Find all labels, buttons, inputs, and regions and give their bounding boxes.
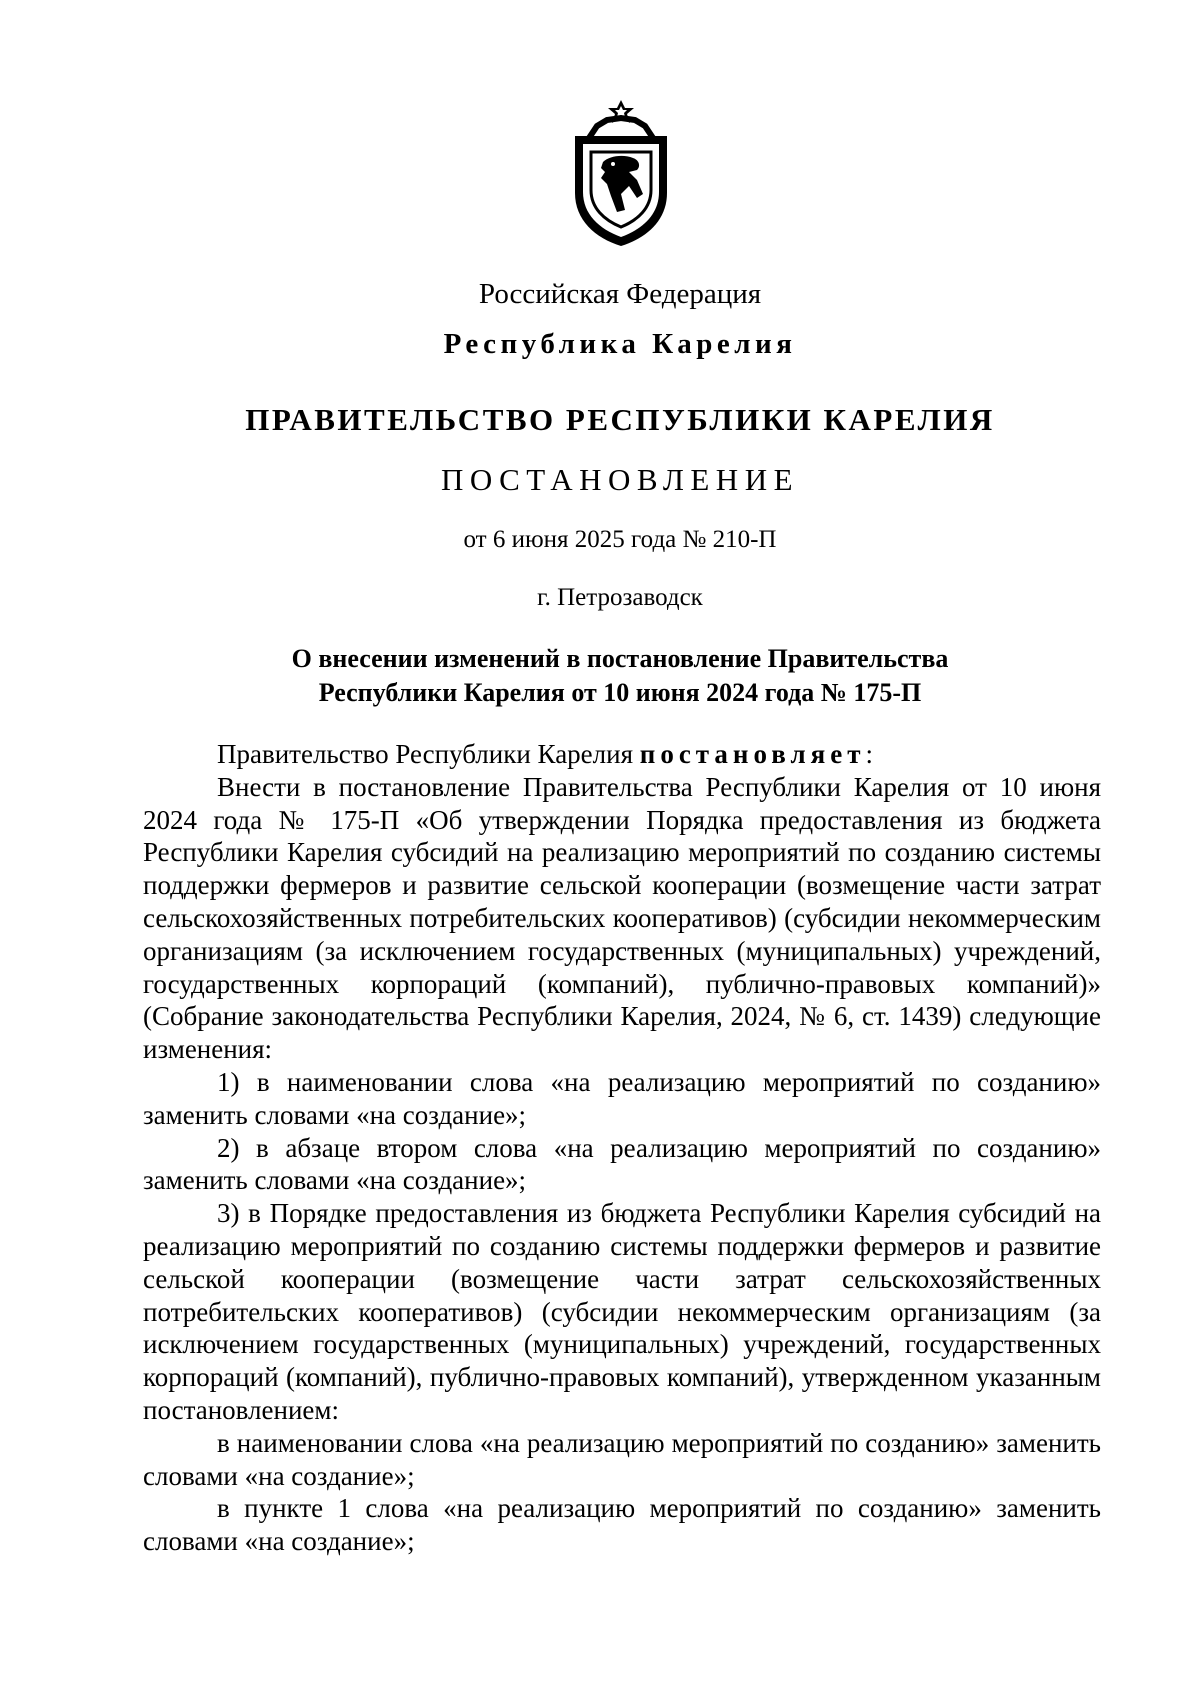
preamble-paragraph — [143, 738, 1101, 771]
document-body — [143, 738, 1101, 1558]
body-paragraph-4: 3) в Порядке предоставления из бюджета Республики Карелия субсидий на реализацию мероприятий по созданию системы поддержки фермеров и развитие сельской кооперации (возмещение части затрат сельскохозяйственных потребительских кооперативов) (субсидии некоммерческим организациям (за исключением государственных (муниципальных) учреждений, государственных корпораций (компаний), публично-правовых компаний), утвержденном указанным постановлением: — [143, 1198, 1101, 1425]
karelia-coat-of-arms-icon — [567, 98, 675, 248]
subject-line-1: О внесении изменений в постановление Правительства — [291, 644, 949, 673]
body-paragraph-6: в пункте 1 слова «на реализацию мероприятий по созданию» заменить словами «на создание»; — [143, 1493, 1101, 1557]
preamble-suffix: : — [865, 739, 874, 769]
body-paragraph-3: 2) в абзаце втором слова «на реализацию мероприятий по созданию» заменить словами «на создание»; — [143, 1132, 1101, 1196]
body-paragraph-1: Внести в постановление Правительства Республики Карелия от 10 июня 2024 года № 175-П «Об утверждении Порядка предоставления из бюджета Республики Карелия субсидий на реализацию мероприятий по созданию системы поддержки фермеров и развитие сельской кооперации (возмещение части затрат сельскохозяйственных потребительских кооперативов) (субсидии некоммерческим организациям (за исключением государственных (муниципальных) учреждений, государственных корпораций (компаний), публично-правовых компаний)» (Собрание законодательства Республики Карелия, 2024, № 6, ст. 1439) следующие изменения: — [143, 771, 1101, 1065]
government-title: ПРАВИТЕЛЬСТВО РЕСПУБЛИКИ КАРЕЛИЯ — [245, 402, 995, 437]
country-name: Российская Федерация — [478, 278, 762, 310]
subject-line-2: Республики Карелия от 10 июня 2024 года № 175-П — [318, 678, 922, 707]
body-paragraph-2: 1) в наименовании слова «на реализацию мероприятий по созданию» заменить словами «на создание»; — [143, 1066, 1101, 1130]
document-city: г. Петрозаводск — [537, 584, 703, 611]
document-date-number: от 6 июня 2025 года № 210-П — [463, 526, 777, 553]
republic-name: Республика Карелия — [443, 328, 797, 360]
document-subject — [0, 642, 1200, 710]
preamble-verb: постановляет — [639, 739, 866, 769]
document-type: ПОСТАНОВЛЕНИЕ — [440, 462, 800, 497]
body-paragraph-5: в наименовании слова «на реализацию мероприятий по созданию» заменить словами «на создание»; — [143, 1427, 1101, 1491]
preamble-prefix: Правительство Республики Карелия — [217, 739, 640, 769]
